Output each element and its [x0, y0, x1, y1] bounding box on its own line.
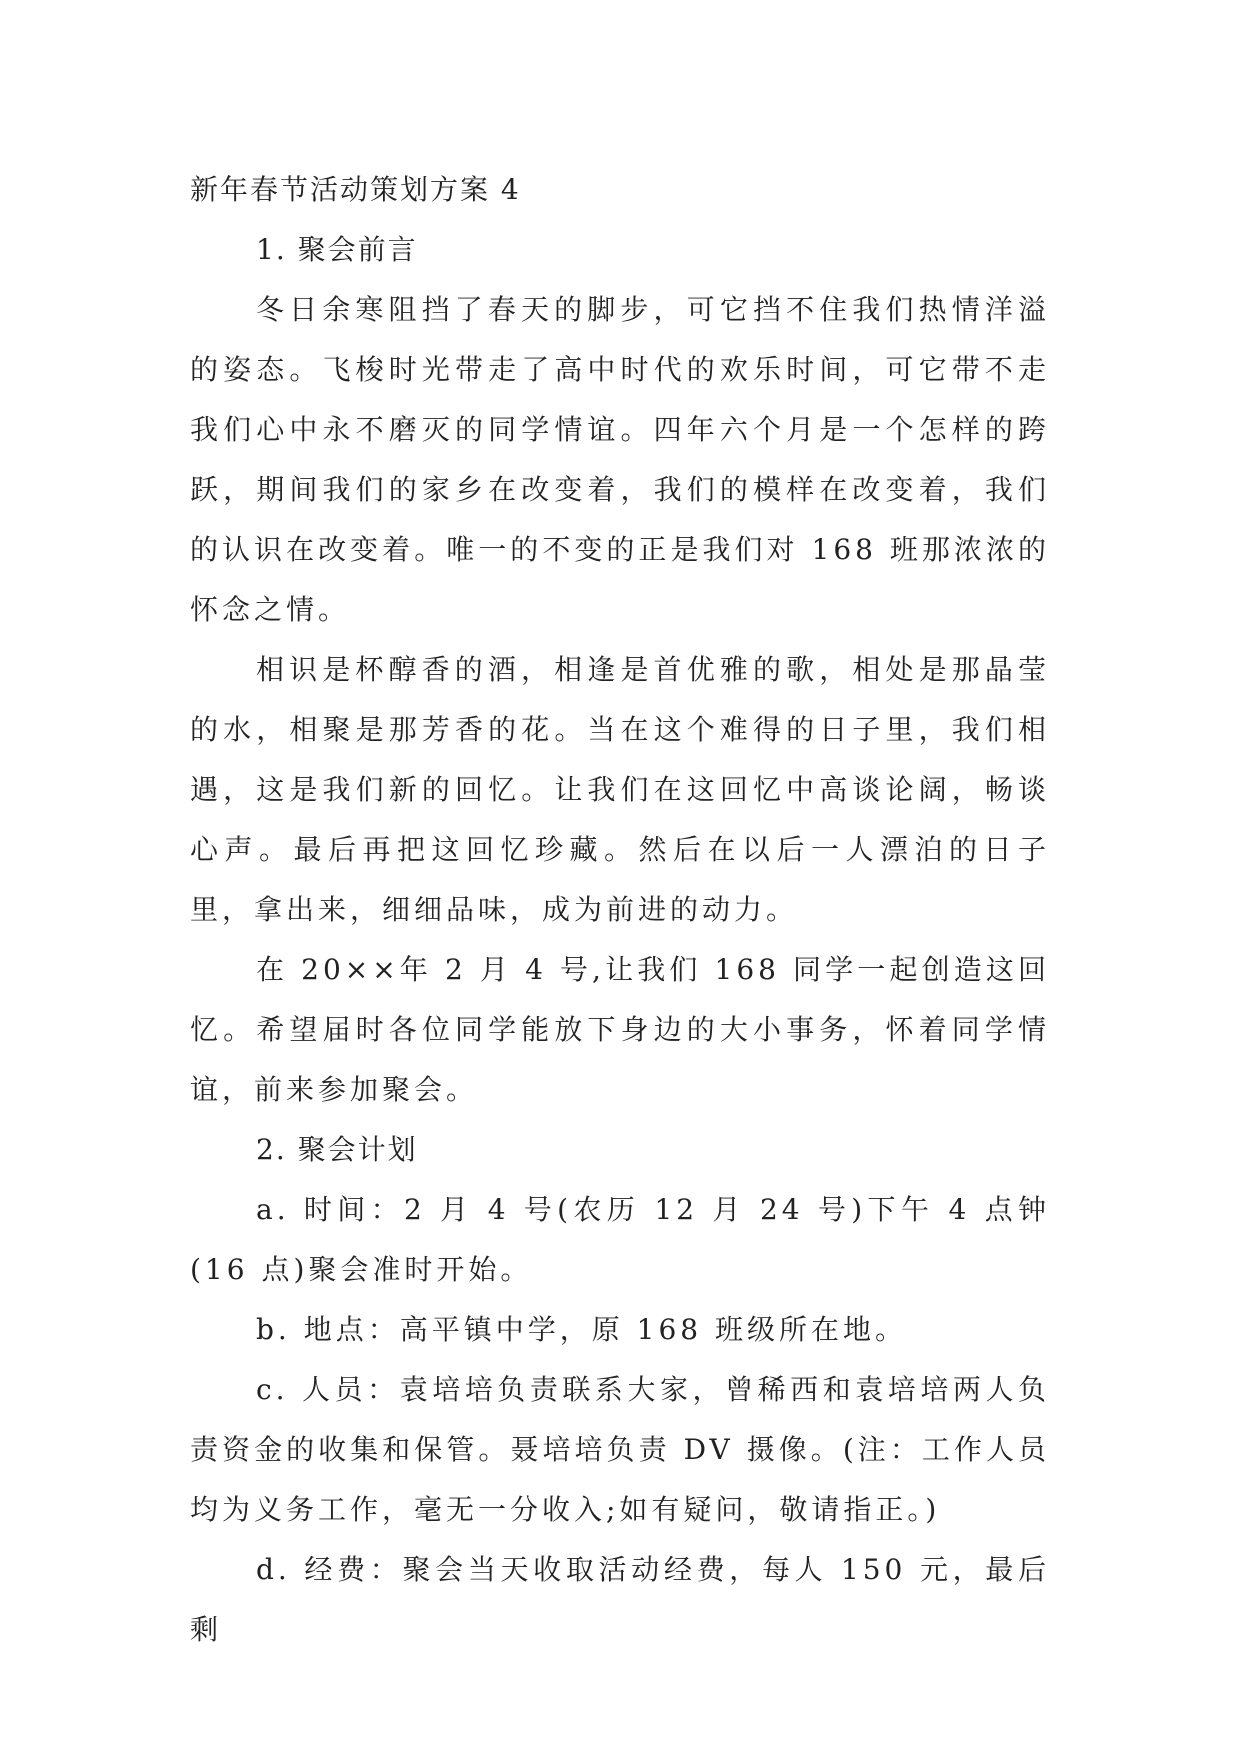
document-title: 新年春节活动策划方案 4	[190, 173, 521, 206]
paragraph: 冬日余寒阻挡了春天的脚步，可它挡不住我们热情洋溢的姿态。飞梭时光带走了高中时代的欢乐时间，可它带不走我们心中永不磨灭的同学情谊。四年六个月是一个怎样的跨跃，期间我们的家乡在改变着，我们的模样在改变着，我们的认识在改变着。唯一的不变的正是我们对 168 班那浓浓的怀念之情。	[190, 293, 1050, 626]
document-page	[190, 160, 1050, 1660]
plan-item-time: a. 时间：2 月 4 号(农历 12 月 24 号)下午 4 点钟(16 点)聚会准时开始。	[190, 1193, 1050, 1286]
paragraph: 相识是杯醇香的酒，相逢是首优雅的歌，相处是那晶莹的水，相聚是那芳香的花。当在这个难得的日子里，我们相遇，这是我们新的回忆。让我们在这回忆中高谈论阔，畅谈心声。最后再把这回忆珍藏。然后在以后一人漂泊的日子里，拿出来，细细品味，成为前进的动力。	[190, 653, 1050, 926]
plan-item-staff: c. 人员：袁培培负责联系大家，曾稀西和袁培培两人负责资金的收集和保管。聂培培负责 DV 摄像。(注：工作人员均为义务工作，毫无一分收入;如有疑问，敬请指正。)	[190, 1373, 1050, 1526]
paragraph: 在 20××年 2 月 4 号,让我们 168 同学一起创造这回忆。希望届时各位同学能放下身边的大小事务，怀着同学情谊，前来参加聚会。	[190, 953, 1050, 1106]
section-heading-plan: 2. 聚会计划	[256, 1133, 418, 1166]
plan-item-funding: d. 经费：聚会当天收取活动经费，每人 150 元，最后剩	[190, 1553, 1050, 1646]
plan-item-location: b. 地点：高平镇中学，原 168 班级所在地。	[256, 1313, 907, 1346]
section-heading-preface: 1. 聚会前言	[256, 233, 418, 266]
